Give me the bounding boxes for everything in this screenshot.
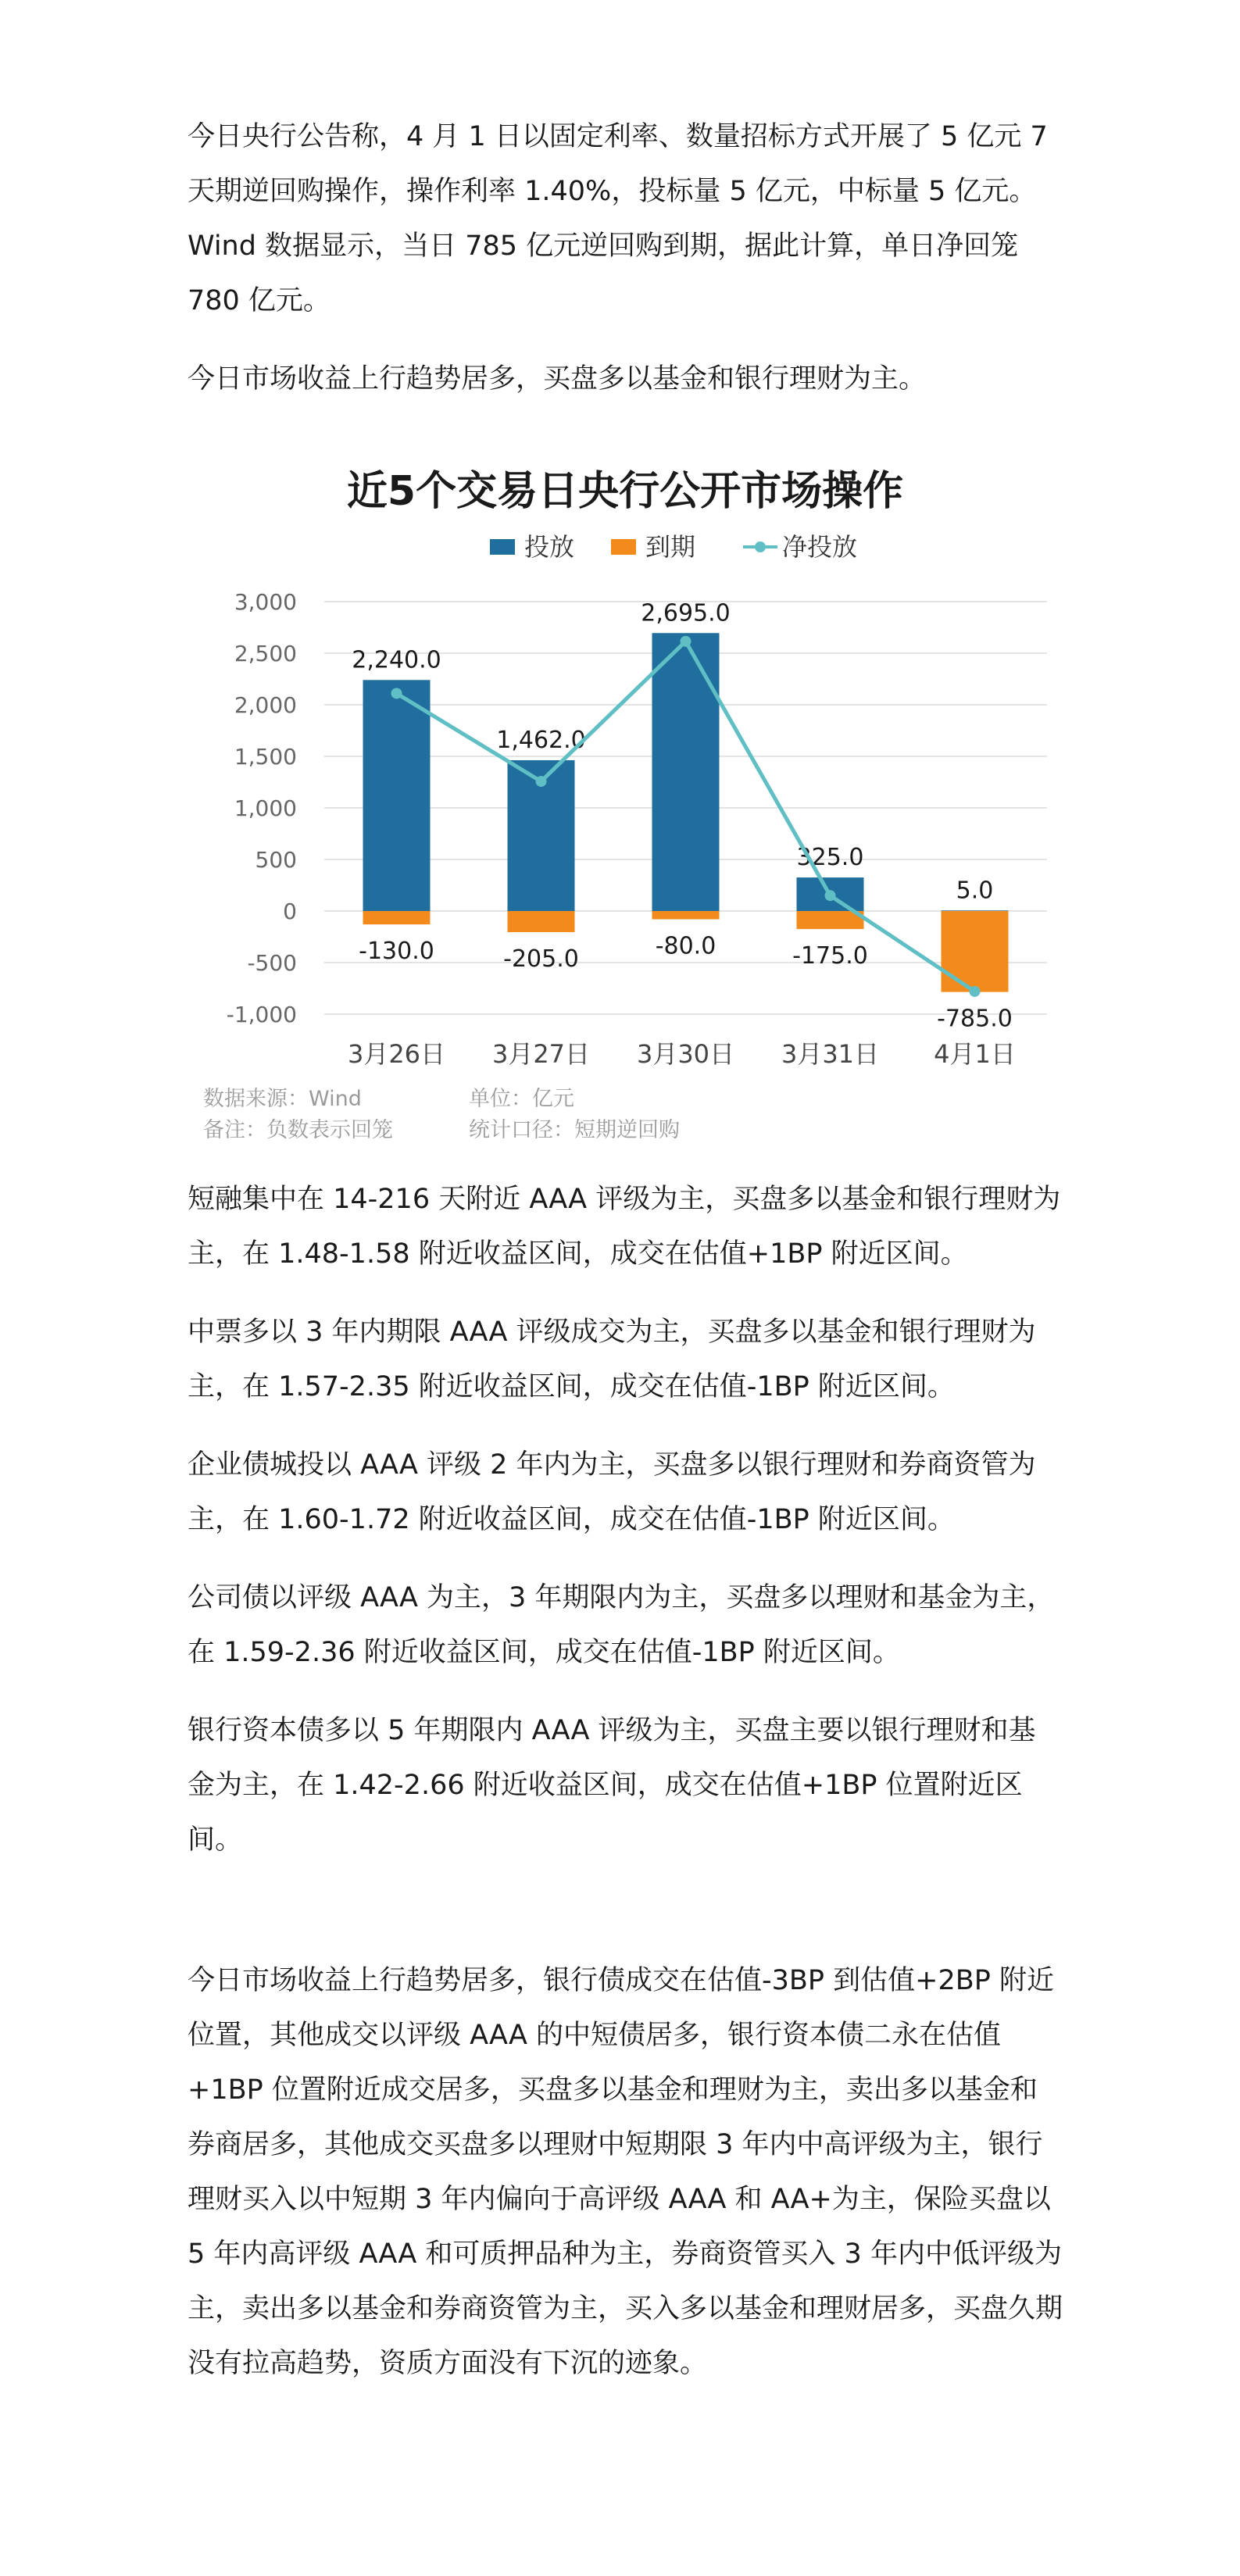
x-tick-label: 3月31日 (781, 1039, 880, 1069)
paragraph-1: 今日央行公告称，4 月 1 日以固定利率、数量招标方式开展了 5 亿元 7 天期逆回购操作，操作利率 1.40%，投标量 5 亿元，中标量 5 亿元。Wind 数据显示，当日 785 亿元逆回购到期，据此计算，单日净回笼 780 亿元。 (188, 121, 1048, 316)
data-label: -205.0 (503, 945, 579, 974)
y-tick-label: 1,000 (234, 795, 297, 821)
chart-notes (203, 1087, 680, 1142)
data-label: -130.0 (359, 938, 434, 966)
legend-label-1: 到期 (645, 532, 696, 562)
note-unit: 单位：亿元 (469, 1087, 574, 1111)
bar-到期-4 (942, 911, 1009, 992)
bar-投放-0 (363, 680, 431, 911)
bar-到期-1 (508, 911, 575, 932)
bar-投放-2 (652, 633, 720, 911)
legend-label-0: 投放 (524, 532, 575, 562)
data-label: 2,240.0 (352, 646, 441, 674)
x-tick-label: 3月26日 (347, 1039, 446, 1069)
bar-到期-3 (797, 911, 864, 929)
data-label: -785.0 (937, 1005, 1013, 1033)
legend-swatch-1 (611, 539, 636, 555)
data-label: -175.0 (792, 942, 868, 970)
y-tick-label: 2,500 (234, 641, 297, 666)
y-tick-label: 3,000 (234, 589, 297, 615)
data-label: 2,695.0 (641, 599, 731, 627)
y-axis (227, 589, 297, 1027)
chart-bars (352, 599, 1013, 1032)
x-axis (348, 1039, 1016, 1069)
x-tick-label: 4月1日 (934, 1039, 1016, 1069)
y-tick-label: 1,500 (234, 744, 297, 770)
data-label: 325.0 (796, 844, 864, 872)
x-tick-label: 3月30日 (636, 1039, 735, 1069)
y-tick-label: 500 (255, 847, 297, 873)
chart (188, 445, 1063, 1164)
paragraph-2: 今日市场收益上行趋势居多，买盘多以基金和银行理财为主。 (188, 363, 927, 395)
chart-svg (188, 445, 1063, 1164)
bar-投放-4 (942, 910, 1009, 911)
net-point (391, 688, 402, 698)
paragraph-4: 中票多以 3 年内期限 AAA 评级成交为主，买盘多以基金和银行理财为主，在 1.57-2.35 附近收益区间，成交在估值-1BP 附近区间。 (188, 1317, 1036, 1402)
y-tick-label: -1,000 (226, 1002, 297, 1027)
legend-swatch-0 (490, 539, 515, 555)
bar-到期-0 (363, 911, 431, 924)
net-point (970, 986, 981, 997)
net-point (681, 636, 691, 647)
legend-label-2: 净投放 (782, 532, 858, 562)
note-remark: 备注：负数表示回笼 (203, 1118, 393, 1142)
paragraph-6: 公司债以评级 AAA 为主，3 年期限内为主，买盘多以理财和基金为主，在 1.59-2.36 附近收益区间，成交在估值-1BP 附近区间。 (188, 1582, 1055, 1668)
data-label: 1,462.0 (496, 727, 586, 755)
note-source: 数据来源：Wind (203, 1087, 362, 1111)
note-scope: 统计口径：短期逆回购 (469, 1118, 680, 1142)
paragraph-7: 银行资本债多以 5 年期限内 AAA 评级为主，买盘主要以银行理财和基金为主，在 1.42-2.66 附近收益区间，成交在估值+1BP 位置附近区间。 (188, 1715, 1036, 1856)
paragraph-3: 短融集中在 14-216 天附近 AAA 评级为主，买盘多以基金和银行理财为主，在 1.48-1.58 附近收益区间，成交在估值+1BP 附近区间。 (188, 1184, 1061, 1270)
chart-legend (490, 532, 857, 562)
paragraph-5: 企业债城投以 AAA 评级 2 年内为主，买盘多以银行理财和券商资管为主，在 1.60-1.72 附近收益区间，成交在估值-1BP 附近区间。 (188, 1449, 1036, 1535)
y-tick-label: -500 (247, 950, 297, 976)
net-point (536, 776, 547, 787)
y-tick-label: 2,000 (234, 692, 297, 718)
chart-title: 近5个交易日央行公开市场操作 (346, 468, 904, 515)
bar-到期-2 (652, 911, 720, 920)
data-label: -80.0 (655, 932, 716, 960)
net-point (825, 890, 836, 901)
data-label: 5.0 (956, 877, 994, 905)
legend-marker-2 (755, 541, 766, 552)
paragraph-8: 今日市场收益上行趋势居多，银行债成交在估值-3BP 到估值+2BP 附近位置，其他成交以评级 AAA 的中短债居多，银行资本债二永在估值+1BP 位置附近成交居多，买盘多以基金和理财为主，卖出多以基金和券商居多，其他成交买盘多以理财中短期限 3 年内中高评级为主，银行理财买入以中短期 3 年内偏向于高评级 AAA 和 AA+为主，保险买盘以 5 年内高评级 AAA 和可质押品种为主，券商资管买入 3 年内中低评级为主，卖出多以基金和券商资管为主，买入多以基金和理财居多，买盘久期没有拉高趋势，资质方面没有下沉的迹象。 (188, 1965, 1063, 2379)
x-tick-label: 3月27日 (491, 1039, 591, 1069)
y-tick-label: 0 (283, 899, 297, 924)
